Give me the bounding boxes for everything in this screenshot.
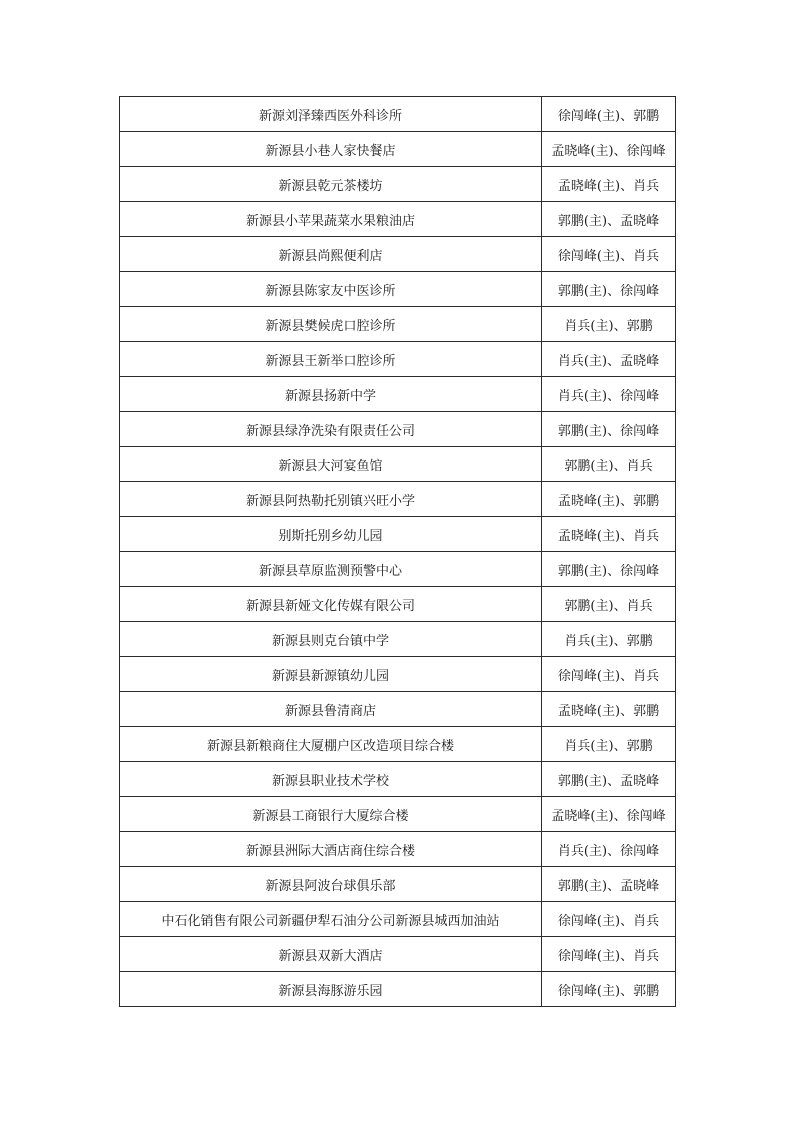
table-row — [120, 342, 676, 377]
table-row — [120, 237, 676, 272]
inspector-cell: 孟晓峰(主)、肖兵 — [542, 167, 676, 202]
table-row — [120, 482, 676, 517]
unit-name-cell: 新源县阿波台球俱乐部 — [120, 867, 542, 902]
table-row — [120, 692, 676, 727]
table-row — [120, 97, 676, 132]
unit-name-cell: 新源县新粮商住大厦棚户区改造项目综合楼 — [120, 727, 542, 762]
table-row — [120, 272, 676, 307]
unit-name-cell: 新源县新娅文化传媒有限公司 — [120, 587, 542, 622]
table-row — [120, 202, 676, 237]
unit-name-cell: 新源县乾元茶楼坊 — [120, 167, 542, 202]
unit-name-cell: 新源县尚熙便利店 — [120, 237, 542, 272]
inspector-cell: 肖兵(主)、郭鹏 — [542, 307, 676, 342]
table-row — [120, 657, 676, 692]
unit-name-cell: 新源县职业技术学校 — [120, 762, 542, 797]
inspector-cell: 郭鹏(主)、徐闯峰 — [542, 412, 676, 447]
table-row — [120, 412, 676, 447]
unit-name-cell: 新源县海豚游乐园 — [120, 972, 542, 1007]
table-row — [120, 552, 676, 587]
inspector-cell: 孟晓峰(主)、徐闯峰 — [542, 797, 676, 832]
table-row — [120, 447, 676, 482]
table-row — [120, 622, 676, 657]
unit-name-cell: 新源县阿热勒托别镇兴旺小学 — [120, 482, 542, 517]
inspector-cell: 郭鹏(主)、徐闯峰 — [542, 272, 676, 307]
inspection-roster-table — [119, 96, 676, 1007]
unit-name-cell: 新源县工商银行大厦综合楼 — [120, 797, 542, 832]
inspector-cell: 徐闯峰(主)、郭鹏 — [542, 97, 676, 132]
inspector-cell: 孟晓峰(主)、徐闯峰 — [542, 132, 676, 167]
unit-name-cell: 别斯托别乡幼儿园 — [120, 517, 542, 552]
inspector-cell: 徐闯峰(主)、肖兵 — [542, 937, 676, 972]
unit-name-cell: 新源县鲁清商店 — [120, 692, 542, 727]
unit-name-cell: 新源县樊候虎口腔诊所 — [120, 307, 542, 342]
unit-name-cell: 新源县大河宴鱼馆 — [120, 447, 542, 482]
inspector-cell: 徐闯峰(主)、肖兵 — [542, 902, 676, 937]
unit-name-cell: 新源县小巷人家快餐店 — [120, 132, 542, 167]
inspector-cell: 孟晓峰(主)、郭鹏 — [542, 692, 676, 727]
inspector-cell: 孟晓峰(主)、郭鹏 — [542, 482, 676, 517]
unit-name-cell: 新源县草原监测预警中心 — [120, 552, 542, 587]
unit-name-cell: 新源刘泽臻西医外科诊所 — [120, 97, 542, 132]
inspector-cell: 郭鹏(主)、肖兵 — [542, 587, 676, 622]
inspector-cell: 肖兵(主)、徐闯峰 — [542, 832, 676, 867]
inspector-cell: 肖兵(主)、郭鹏 — [542, 622, 676, 657]
table-row — [120, 377, 676, 412]
table-row — [120, 762, 676, 797]
table-row — [120, 867, 676, 902]
inspector-cell: 肖兵(主)、徐闯峰 — [542, 377, 676, 412]
inspector-cell: 肖兵(主)、孟晓峰 — [542, 342, 676, 377]
unit-name-cell: 新源县陈家友中医诊所 — [120, 272, 542, 307]
unit-name-cell: 中石化销售有限公司新疆伊犁石油分公司新源县城西加油站 — [120, 902, 542, 937]
unit-name-cell: 新源县则克台镇中学 — [120, 622, 542, 657]
inspector-cell: 肖兵(主)、郭鹏 — [542, 727, 676, 762]
inspector-cell: 郭鹏(主)、徐闯峰 — [542, 552, 676, 587]
unit-name-cell: 新源县王新举口腔诊所 — [120, 342, 542, 377]
table-row — [120, 587, 676, 622]
unit-name-cell: 新源县小苹果蔬菜水果粮油店 — [120, 202, 542, 237]
table-row — [120, 167, 676, 202]
inspector-cell: 郭鹏(主)、肖兵 — [542, 447, 676, 482]
unit-name-cell: 新源县洲际大酒店商住综合楼 — [120, 832, 542, 867]
table-row — [120, 517, 676, 552]
unit-name-cell: 新源县绿净洗染有限责任公司 — [120, 412, 542, 447]
table-row — [120, 832, 676, 867]
inspector-cell: 郭鹏(主)、孟晓峰 — [542, 762, 676, 797]
roster-table-body — [120, 97, 676, 1007]
table-row — [120, 937, 676, 972]
inspector-cell: 郭鹏(主)、孟晓峰 — [542, 202, 676, 237]
table-row — [120, 132, 676, 167]
table-row — [120, 972, 676, 1007]
inspector-cell: 徐闯峰(主)、肖兵 — [542, 237, 676, 272]
unit-name-cell: 新源县扬新中学 — [120, 377, 542, 412]
unit-name-cell: 新源县新源镇幼儿园 — [120, 657, 542, 692]
inspector-cell: 郭鹏(主)、孟晓峰 — [542, 867, 676, 902]
table-row — [120, 307, 676, 342]
unit-name-cell: 新源县双新大酒店 — [120, 937, 542, 972]
inspector-cell: 徐闯峰(主)、肖兵 — [542, 657, 676, 692]
inspector-cell: 孟晓峰(主)、肖兵 — [542, 517, 676, 552]
table-row — [120, 727, 676, 762]
table-row — [120, 902, 676, 937]
inspector-cell: 徐闯峰(主)、郭鹏 — [542, 972, 676, 1007]
table-row — [120, 797, 676, 832]
